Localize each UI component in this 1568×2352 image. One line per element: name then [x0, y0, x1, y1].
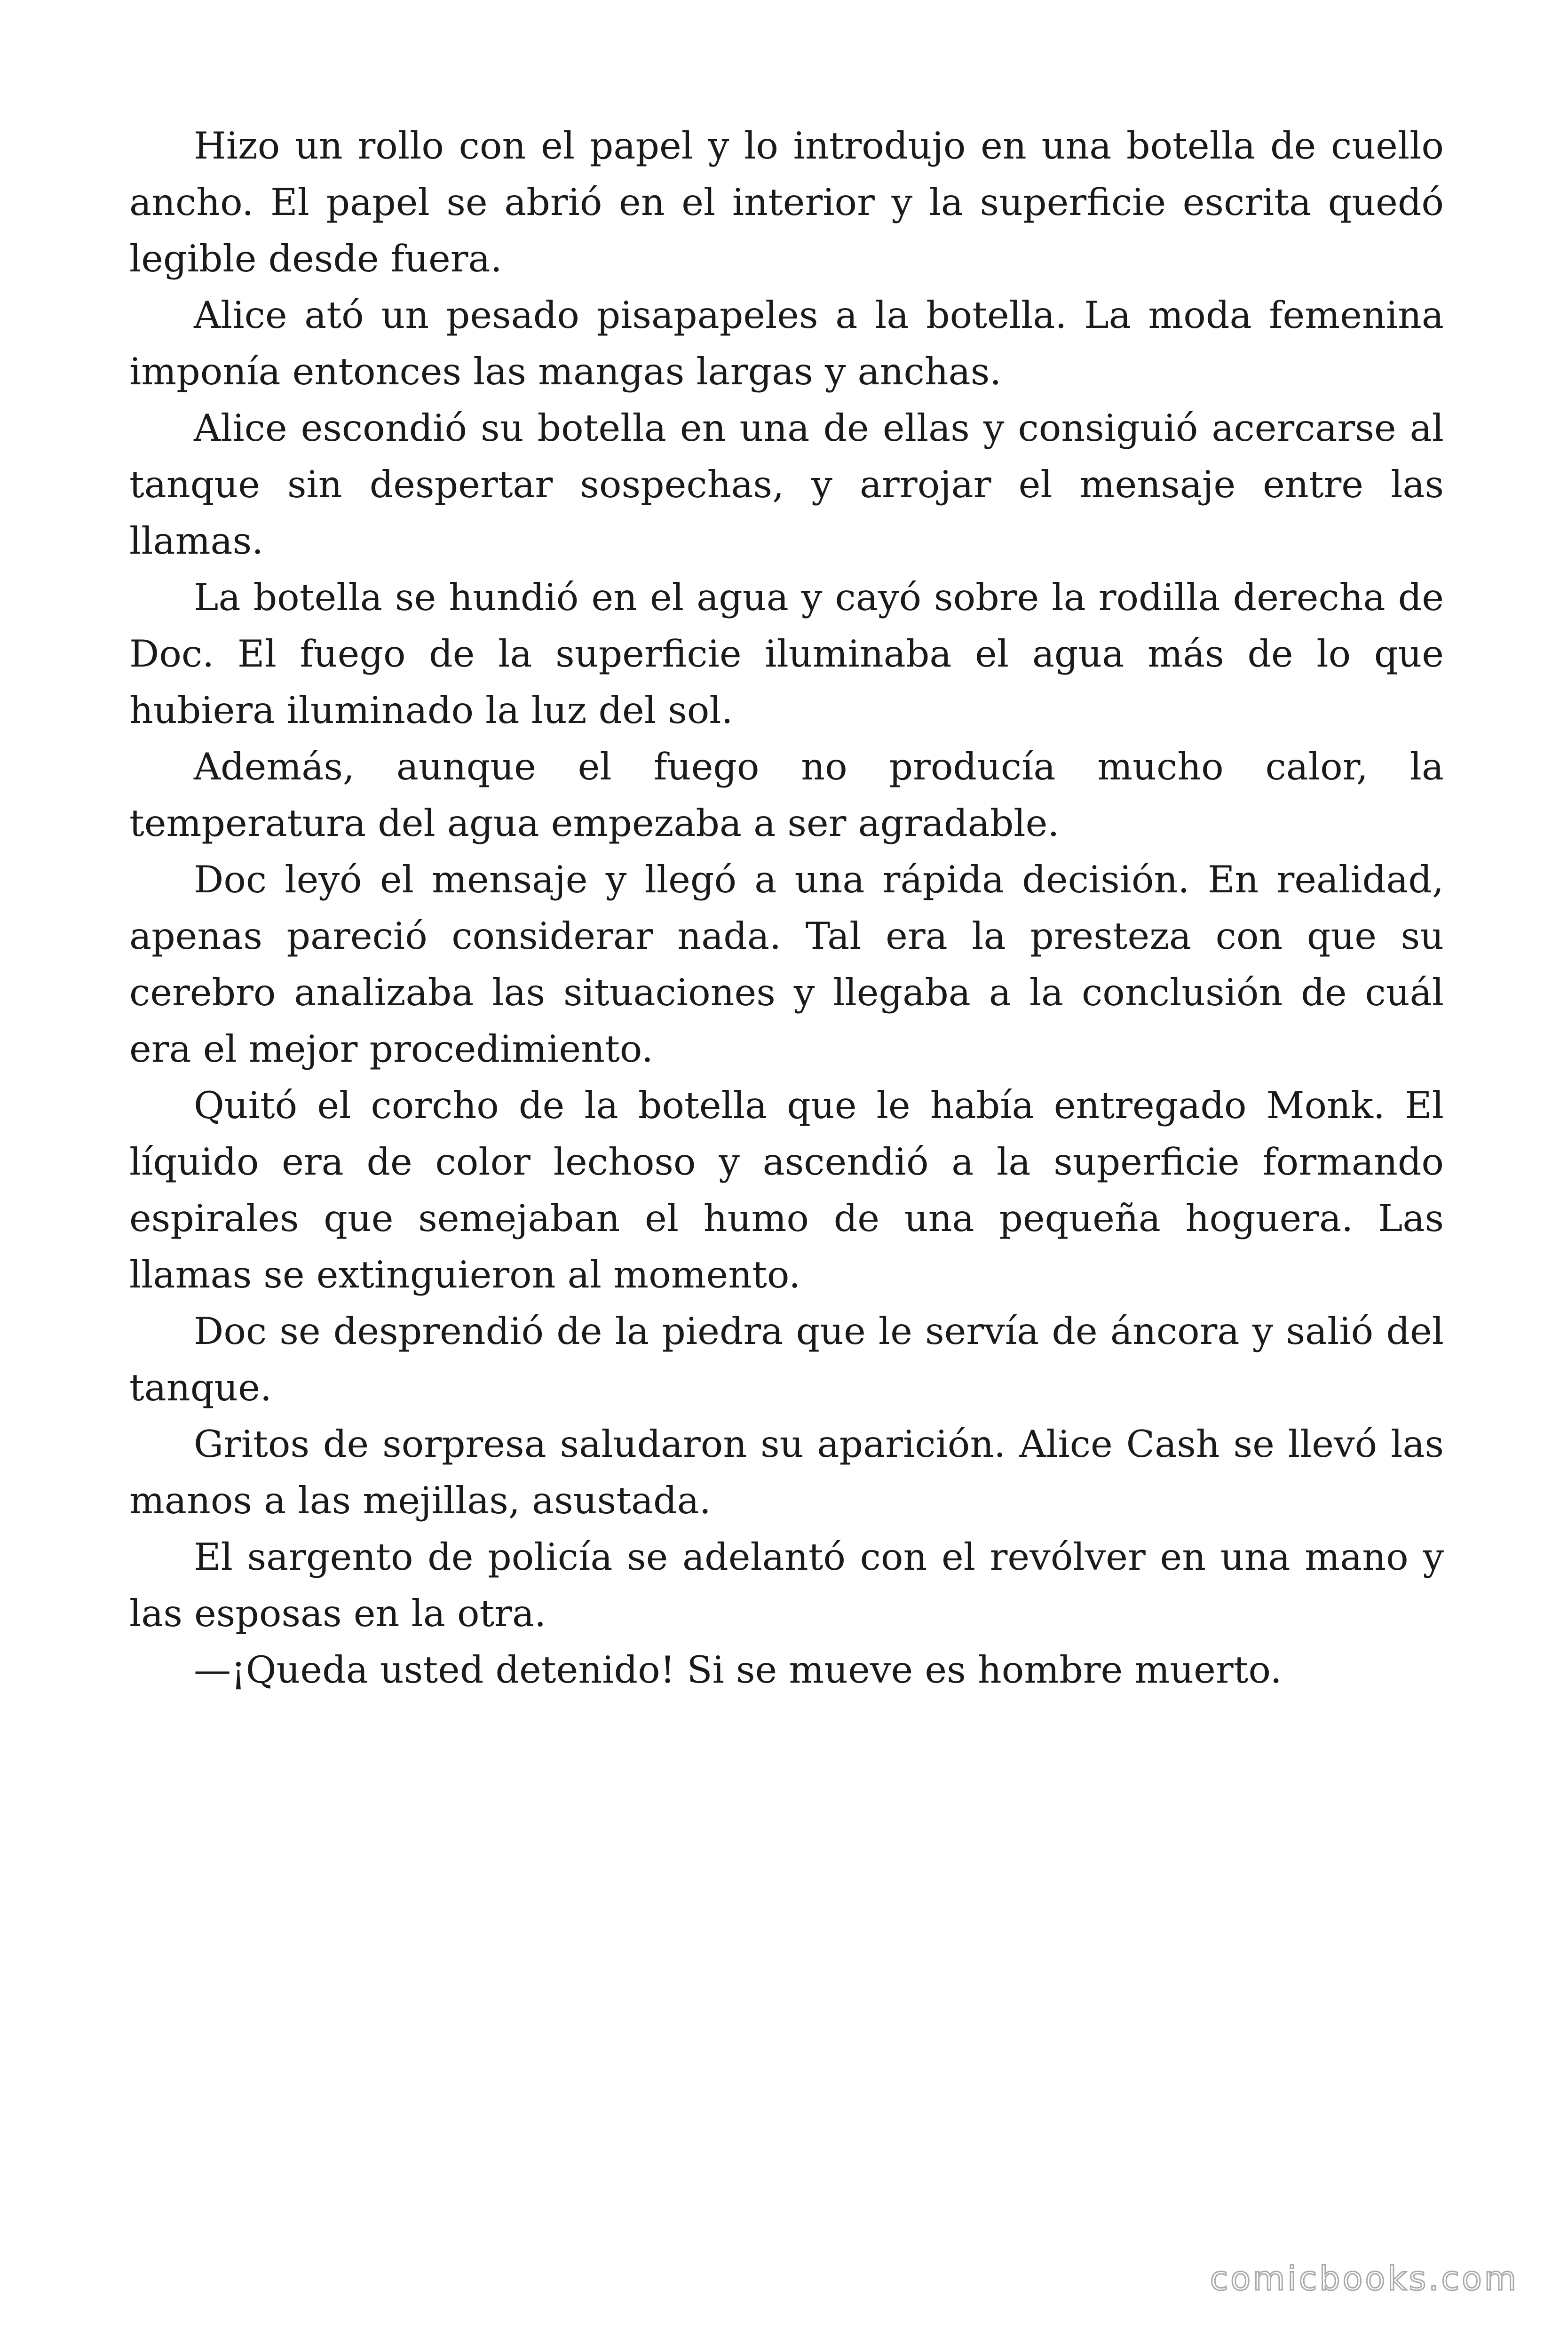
paragraph: —¡Queda usted detenido! Si se mueve es hombre muerto.: [194, 1648, 1282, 1692]
paragraph: Alice escondió su botella en una de ellas y consiguió acercarse al tanque sin despertar sospechas, y arrojar el mensaje entre las llamas.: [129, 406, 1444, 563]
paragraph: Gritos de sorpresa saludaron su aparición. Alice Cash se llevó las manos a las mejillas, asustada.: [129, 1422, 1444, 1522]
paragraph: Quitó el corcho de la botella que le había entregado Monk. El líquido era de color lechoso y ascendió a la superficie formando espirales que semejaban el humo de una pequeña hoguera. Las llamas se extinguieron al momento.: [129, 1084, 1444, 1296]
body-text: [129, 118, 1444, 1698]
watermark: comicbooks.com: [1210, 2259, 1519, 2298]
paragraph: El sargento de policía se adelantó con el revólver en una mano y las esposas en la otra.: [129, 1535, 1444, 1635]
paragraph: La botella se hundió en el agua y cayó sobre la rodilla derecha de Doc. El fuego de la superficie iluminaba el agua más de lo que hubiera iluminado la luz del sol.: [129, 576, 1444, 732]
paragraph: Alice ató un pesado pisapapeles a la botella. La moda femenina imponía entonces las mangas largas y anchas.: [129, 294, 1444, 393]
paragraph: Además, aunque el fuego no producía mucho calor, la temperatura del agua empezaba a ser agradable.: [129, 745, 1444, 845]
paragraph: Doc se desprendió de la piedra que le servía de áncora y salió del tanque.: [129, 1310, 1444, 1409]
paragraph: Doc leyó el mensaje y llegó a una rápida decisión. En realidad, apenas pareció considerar nada. Tal era la presteza con que su cerebro analizaba las situaciones y llegaba a la conclusión de cuál era el mejor procedimiento.: [129, 858, 1444, 1071]
paragraph: Hizo un rollo con el papel y lo introdujo en una botella de cuello ancho. El papel se abrió en el interior y la superficie escrita quedó legible desde fuera.: [129, 124, 1444, 280]
